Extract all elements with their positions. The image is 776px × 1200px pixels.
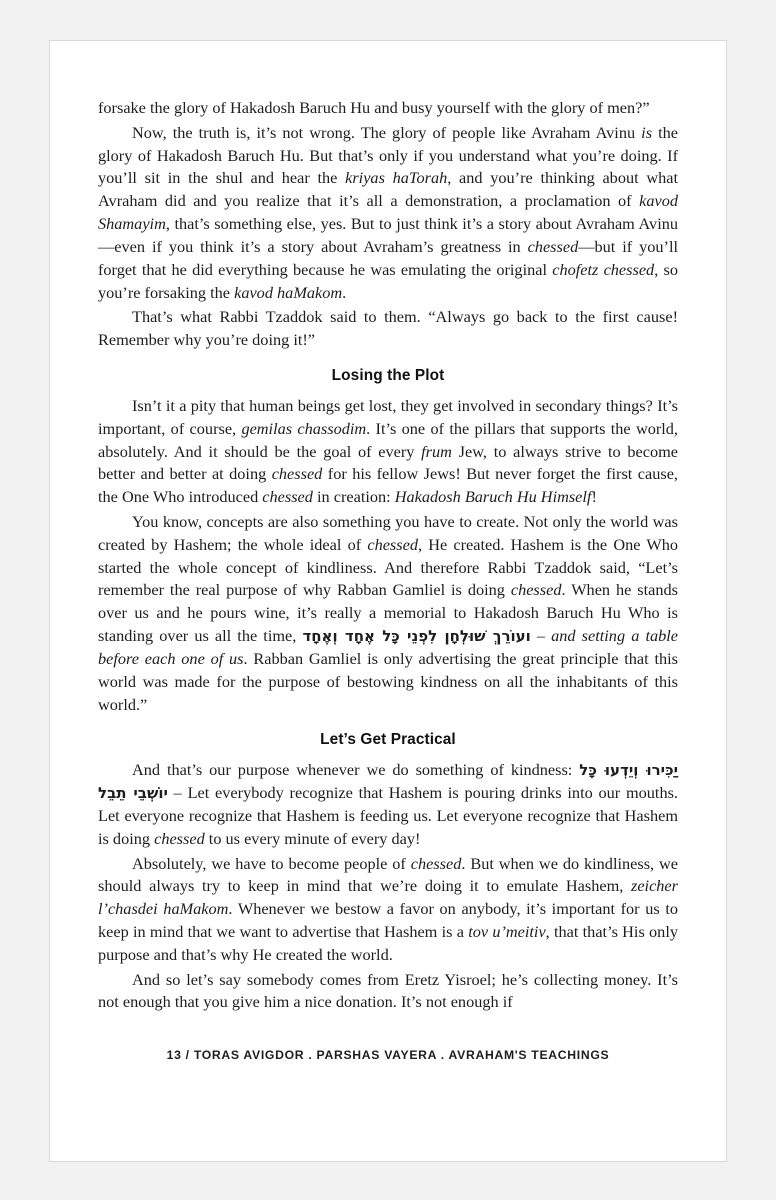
italic-term: chessed [367, 534, 418, 554]
text-run: , so you’re forsaking the [98, 259, 678, 302]
italic-term: chessed [154, 828, 205, 848]
italic-term: chessed [410, 853, 462, 873]
document-page [49, 40, 727, 1162]
text-run: – Let everybody recognize that Hashem is pouring drinks into our mouths. Let everyone recognize that Hashem is feeding us. Let everyone recognize that Hashem is doing [98, 783, 678, 848]
text-run: . But when we do kindliness, we should always try to keep in mind that we’re doing it to emulate Hashem, [98, 853, 678, 896]
body-paragraph [98, 122, 678, 305]
section-heading: Let’s Get Practical [320, 731, 456, 749]
text-run: , He created. Hashem is the One Who started the whole concept of kindliness. And therefore Rabbi Tzaddok said, “Let’s remember the real purpose of why Rabban Gamliel is doing [98, 534, 678, 600]
body-paragraph [98, 395, 678, 509]
text-run: forsake the glory of Hakadosh Baruch Hu and busy yourself with the glory of men?” [98, 98, 650, 117]
text-run: . It’s one of the pillars that supports the world, absolutely. And it should be the goal of every [98, 418, 678, 461]
italic-term: gemilas chassodim [241, 418, 367, 438]
italic-term: kavod haMakom [234, 282, 343, 302]
text-run: And so let’s say somebody comes from Eretz Yisroel; he’s collecting money. It’s not enough that you give him a nice donation. It’s not enough if [98, 969, 678, 1012]
italic-term: chessed [510, 580, 562, 600]
italic-term: chessed [271, 464, 323, 484]
text-run: in creation: [312, 487, 395, 507]
italic-term: is [641, 122, 653, 142]
body-paragraph [98, 97, 678, 120]
text-run: the glory of Hakadosh Baruch Hu. But that’s only if you understand what you’re doing. If you’ll sit in the shul and hear the [98, 122, 678, 188]
text-run: , that that’s His only purpose and that’s why He created the world. [98, 922, 678, 964]
text-run: Now, the truth is, it’s not wrong. The glory of people like Avraham Avinu [132, 122, 642, 142]
text-run: for his fellow Jews! But never forget the first cause, the One Who introduced [98, 464, 678, 507]
text-run: Jew, to always strive to become better and better at doing [98, 441, 678, 484]
text-run: . Whenever we bestow a favor on anybody, it’s important for us to keep in mind that we want to advertise that Hashem is a [98, 899, 678, 941]
body-paragraph [98, 759, 678, 850]
italic-term: Hakadosh Baruch Hu Himself [394, 487, 592, 507]
page-content [98, 97, 678, 1014]
italic-term: kavod Shamayim [98, 191, 678, 234]
body-paragraph [98, 306, 678, 352]
section-heading: Losing the Plot [331, 366, 445, 384]
italic-term: kriyas haTorah [345, 168, 448, 188]
italic-term: chofetz chessed [552, 259, 655, 279]
italic-term: chessed [262, 487, 313, 507]
text-run: Absolutely, we have to become people of [132, 853, 411, 873]
italic-term: chessed [527, 236, 579, 256]
hebrew-quote: יַכִּירוּ וְיֵדְעוּ כָּל יוֹשְׁבֵי תֵבֵל [98, 761, 679, 803]
page-footer: 13 / TORAS AVIGDOR . PARSHAS VAYERA . AVRAHAM'S TEACHINGS [166, 1048, 610, 1063]
text-run: , that’s something else, yes. But to just think it’s a story about Avraham Avinu—even if you think it’s a story about Avraham’s greatness in [98, 214, 678, 256]
italic-term: frum [421, 441, 452, 461]
text-run: Isn’t it a pity that human beings get lost, they get involved in secondary things? It’s important, of course, [98, 395, 678, 438]
text-run: ! [591, 487, 597, 507]
text-run: . [342, 282, 347, 302]
text-run: . When he stands over us and he pours wine, it’s really a memorial to Hakadosh Baruch Hu Who is standing over us all the time, [98, 580, 678, 646]
text-run: – [530, 626, 552, 646]
body-paragraph [98, 853, 678, 967]
body-paragraph [98, 511, 678, 716]
text-run: That’s what Rabbi Tzaddok said to them. “Always go back to the first cause! Remember why you’re doing it!” [98, 307, 678, 350]
body-paragraph [98, 969, 678, 1015]
text-run: . Rabban Gamliel is only advertising the great principle that this world was made for the purpose of bestowing kindness on all the inhabitants of this world.” [98, 648, 678, 714]
hebrew-quote: ועוֹרֵךְ שׁוּלְחָן לִפְנֵי כָּל אֶחָד וְאֶחָד [302, 627, 531, 646]
italic-term: tov u’meitiv [468, 922, 546, 941]
text-run: —but if you’ll forget that he did everything because he was emulating the original [98, 236, 679, 279]
text-run: And that’s our purpose whenever we do something of kindness: [132, 760, 580, 780]
text-run: to us every minute of every day! [204, 828, 421, 848]
text-run: , and you’re thinking about what Avraham did and you realize that it’s all a demonstration, a proclamation of [98, 168, 678, 211]
italic-term: and setting a table before each one of us [98, 626, 679, 668]
text-run: You know, concepts are also something you have to create. Not only the world was created by Hashem; the whole ideal of [98, 512, 678, 554]
italic-term: zeicher l’chasdei haMakom [98, 876, 678, 919]
